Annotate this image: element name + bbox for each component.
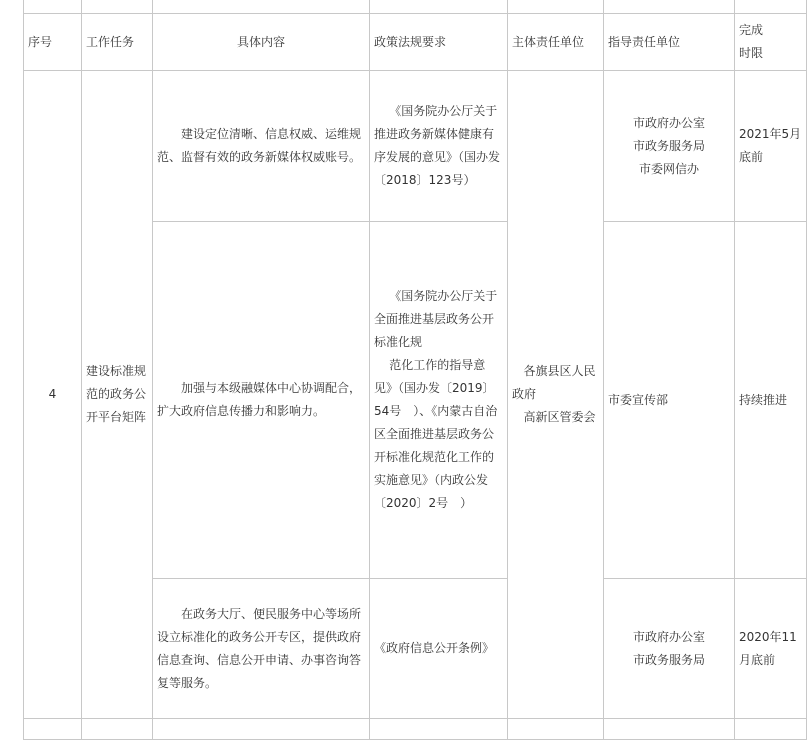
task-cell: 建设标准规范的政务公开平台矩阵	[82, 71, 153, 719]
guide-cell: 市政府办公室 市政务服务局	[604, 579, 735, 719]
header-deadline: 完成 时限	[735, 14, 807, 71]
owner-cell: 各旗县区人民政府 高新区管委会	[508, 71, 604, 719]
header-policy: 政策法规要求	[370, 14, 508, 71]
deadline-cell: 持续推进	[735, 222, 807, 579]
header-seq: 序号	[24, 14, 82, 71]
header-content: 具体内容	[153, 14, 370, 71]
policy-table	[23, 0, 807, 740]
policy-cell: 《政府信息公开条例》	[370, 579, 508, 719]
deadline-cell: 2020年11月底前	[735, 579, 807, 719]
header-owner: 主体责任单位	[508, 14, 604, 71]
header-guide: 指导责任单位	[604, 14, 735, 71]
previous-row-stub	[24, 0, 807, 14]
deadline-cell: 2021年5月底前	[735, 71, 807, 222]
header-task: 工作任务	[82, 14, 153, 71]
guide-cell: 市委宣传部	[604, 222, 735, 579]
guide-cell: 市政府办公室 市政务服务局 市委网信办	[604, 71, 735, 222]
content-cell: 在政务大厅、便民服务中心等场所设立标准化的政务公开专区，提供政府信息查询、信息公开申请、办事咨询答复等服务。	[153, 579, 370, 719]
next-row-stub	[24, 719, 807, 740]
seq-cell: 4	[24, 71, 82, 719]
policy-cell: 《国务院办公厅关于全面推进基层政务公开标准化规 范化工作的指导意见》（国办发〔2019〕54号 ）、《内蒙古自治区全面推进基层政务公开标准化规范化工作的实施意见》（内政公发 〔2020〕2号 ）	[370, 222, 508, 579]
content-cell: 建设定位清晰、信息权威、运维规范、监督有效的政务新媒体权威账号。	[153, 71, 370, 222]
content-cell: 加强与本级融媒体中心协调配合，扩大政府信息传播力和影响力。	[153, 222, 370, 579]
table-row	[24, 71, 807, 222]
header-row	[24, 14, 807, 71]
policy-cell: 《国务院办公厅关于推进政务新媒体健康有序发展的意见》（国办发〔2018〕123号）	[370, 71, 508, 222]
